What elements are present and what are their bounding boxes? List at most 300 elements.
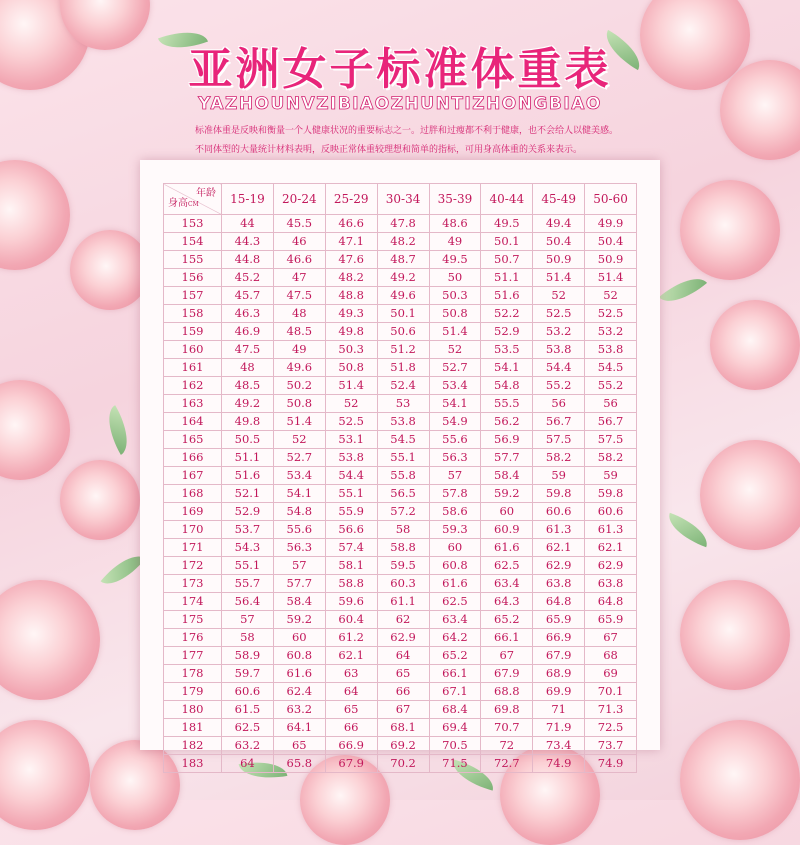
weight-cell: 44.8 bbox=[222, 251, 274, 269]
weight-cell: 62.5 bbox=[429, 593, 481, 611]
height-cell: 179 bbox=[164, 683, 222, 701]
weight-cell: 50.9 bbox=[533, 251, 585, 269]
weight-cell: 50.7 bbox=[481, 251, 533, 269]
weight-cell: 52 bbox=[533, 287, 585, 305]
weight-cell: 53.7 bbox=[222, 521, 274, 539]
weight-cell: 71.3 bbox=[585, 701, 637, 719]
weight-cell: 54.4 bbox=[325, 467, 377, 485]
age-group-header: 25-29 bbox=[325, 184, 377, 215]
weight-cell: 71.9 bbox=[533, 719, 585, 737]
weight-cell: 74.9 bbox=[533, 755, 585, 773]
weight-cell: 52.9 bbox=[222, 503, 274, 521]
age-group-header: 45-49 bbox=[533, 184, 585, 215]
weight-cell: 47.8 bbox=[377, 215, 429, 233]
weight-cell: 65.9 bbox=[585, 611, 637, 629]
weight-cell: 61.6 bbox=[481, 539, 533, 557]
height-cell: 180 bbox=[164, 701, 222, 719]
weight-cell: 68.1 bbox=[377, 719, 429, 737]
weight-cell: 60.9 bbox=[481, 521, 533, 539]
weight-cell: 61.3 bbox=[585, 521, 637, 539]
weight-cell: 60 bbox=[481, 503, 533, 521]
height-cell: 156 bbox=[164, 269, 222, 287]
height-cell: 161 bbox=[164, 359, 222, 377]
weight-cell: 59.3 bbox=[429, 521, 481, 539]
weight-cell: 50.8 bbox=[429, 305, 481, 323]
table-row bbox=[164, 647, 637, 665]
rose-decoration bbox=[710, 300, 800, 390]
weight-cell: 54.4 bbox=[533, 359, 585, 377]
weight-cell: 54.1 bbox=[481, 359, 533, 377]
corner-age-label: 年龄 bbox=[196, 188, 216, 199]
table-row bbox=[164, 593, 637, 611]
weight-cell: 54.9 bbox=[429, 413, 481, 431]
weight-cell: 56.7 bbox=[585, 413, 637, 431]
weight-cell: 50.4 bbox=[533, 233, 585, 251]
weight-cell: 63.4 bbox=[429, 611, 481, 629]
weight-cell: 54.5 bbox=[377, 431, 429, 449]
weight-cell: 50.8 bbox=[273, 395, 325, 413]
table-row bbox=[164, 539, 637, 557]
height-cell: 172 bbox=[164, 557, 222, 575]
weight-cell: 49.6 bbox=[377, 287, 429, 305]
weight-cell: 50.3 bbox=[325, 341, 377, 359]
table-row bbox=[164, 737, 637, 755]
weight-cell: 62.5 bbox=[222, 719, 274, 737]
weight-cell: 56.4 bbox=[222, 593, 274, 611]
weight-cell: 64.8 bbox=[585, 593, 637, 611]
weight-cell: 54.3 bbox=[222, 539, 274, 557]
weight-cell: 53.8 bbox=[325, 449, 377, 467]
table-row bbox=[164, 287, 637, 305]
weight-cell: 50.9 bbox=[585, 251, 637, 269]
weight-cell: 61.3 bbox=[533, 521, 585, 539]
weight-cell: 53.1 bbox=[325, 431, 377, 449]
weight-cell: 59.2 bbox=[273, 611, 325, 629]
weight-cell: 56.5 bbox=[377, 485, 429, 503]
weight-cell: 49.5 bbox=[481, 215, 533, 233]
page-title: 亚洲女子标准体重表 bbox=[188, 44, 612, 95]
table-row bbox=[164, 557, 637, 575]
weight-cell: 50.1 bbox=[377, 305, 429, 323]
weight-cell: 67 bbox=[377, 701, 429, 719]
leaf-decoration bbox=[659, 268, 707, 313]
weight-cell: 68 bbox=[585, 647, 637, 665]
weight-cell: 61.5 bbox=[222, 701, 274, 719]
table-row bbox=[164, 629, 637, 647]
weight-cell: 49.9 bbox=[585, 215, 637, 233]
weight-cell: 49.6 bbox=[273, 359, 325, 377]
weight-cell: 52.7 bbox=[273, 449, 325, 467]
weight-cell: 64.3 bbox=[481, 593, 533, 611]
weight-cell: 62 bbox=[377, 611, 429, 629]
age-group-header: 15-19 bbox=[222, 184, 274, 215]
weight-cell: 71.5 bbox=[429, 755, 481, 773]
weight-cell: 58.6 bbox=[429, 503, 481, 521]
weight-cell: 55.1 bbox=[325, 485, 377, 503]
weight-cell: 48.5 bbox=[222, 377, 274, 395]
weight-cell: 50.3 bbox=[429, 287, 481, 305]
weight-cell: 58.1 bbox=[325, 557, 377, 575]
weight-cell: 69.2 bbox=[377, 737, 429, 755]
weight-cell: 60.6 bbox=[533, 503, 585, 521]
height-cell: 170 bbox=[164, 521, 222, 539]
table-row bbox=[164, 575, 637, 593]
height-cell: 175 bbox=[164, 611, 222, 629]
table-row bbox=[164, 377, 637, 395]
rose-decoration bbox=[0, 160, 70, 270]
weight-cell: 65 bbox=[377, 665, 429, 683]
weight-cell: 60.8 bbox=[429, 557, 481, 575]
weight-cell: 56.3 bbox=[273, 539, 325, 557]
weight-cell: 58.9 bbox=[222, 647, 274, 665]
table-row bbox=[164, 449, 637, 467]
height-cell: 182 bbox=[164, 737, 222, 755]
weight-cell: 45.2 bbox=[222, 269, 274, 287]
weight-cell: 66.9 bbox=[533, 629, 585, 647]
weight-cell: 62.9 bbox=[533, 557, 585, 575]
weight-cell: 59.2 bbox=[481, 485, 533, 503]
weight-cell: 56.3 bbox=[429, 449, 481, 467]
weight-cell: 70.1 bbox=[585, 683, 637, 701]
weight-cell: 53 bbox=[377, 395, 429, 413]
weight-cell: 54.8 bbox=[273, 503, 325, 521]
weight-cell: 51.1 bbox=[481, 269, 533, 287]
weight-cell: 66.1 bbox=[481, 629, 533, 647]
weight-cell: 49.2 bbox=[377, 269, 429, 287]
weight-cell: 45.7 bbox=[222, 287, 274, 305]
height-cell: 183 bbox=[164, 755, 222, 773]
weight-cell: 52.5 bbox=[585, 305, 637, 323]
table-row bbox=[164, 269, 637, 287]
weight-cell: 65.2 bbox=[429, 647, 481, 665]
weight-cell: 50.2 bbox=[273, 377, 325, 395]
weight-cell: 47.5 bbox=[222, 341, 274, 359]
weight-cell: 62.1 bbox=[325, 647, 377, 665]
weight-cell: 70.7 bbox=[481, 719, 533, 737]
weight-cell: 48.2 bbox=[325, 269, 377, 287]
height-cell: 168 bbox=[164, 485, 222, 503]
weight-cell: 64.2 bbox=[429, 629, 481, 647]
weight-cell: 52 bbox=[273, 431, 325, 449]
weight-cell: 64.1 bbox=[273, 719, 325, 737]
weight-cell: 56 bbox=[533, 395, 585, 413]
weight-cell: 56.2 bbox=[481, 413, 533, 431]
rose-decoration bbox=[700, 440, 800, 550]
weight-cell: 69.9 bbox=[533, 683, 585, 701]
weight-cell: 57 bbox=[222, 611, 274, 629]
weight-cell: 53.2 bbox=[533, 323, 585, 341]
table-row bbox=[164, 683, 637, 701]
weight-cell: 49.8 bbox=[222, 413, 274, 431]
weight-cell: 63.2 bbox=[273, 701, 325, 719]
weight-cell: 63.4 bbox=[481, 575, 533, 593]
weight-cell: 49.5 bbox=[429, 251, 481, 269]
weight-cell: 62.1 bbox=[533, 539, 585, 557]
weight-cell: 66.1 bbox=[429, 665, 481, 683]
height-cell: 174 bbox=[164, 593, 222, 611]
age-group-header: 40-44 bbox=[481, 184, 533, 215]
weight-cell: 48.8 bbox=[325, 287, 377, 305]
weight-cell: 47.1 bbox=[325, 233, 377, 251]
height-cell: 166 bbox=[164, 449, 222, 467]
table-row bbox=[164, 485, 637, 503]
weight-cell: 52.5 bbox=[533, 305, 585, 323]
weight-cell: 50.6 bbox=[377, 323, 429, 341]
weight-cell: 55.9 bbox=[325, 503, 377, 521]
height-cell: 159 bbox=[164, 323, 222, 341]
weight-cell: 59.5 bbox=[377, 557, 429, 575]
height-cell: 169 bbox=[164, 503, 222, 521]
weight-cell: 49 bbox=[273, 341, 325, 359]
weight-cell: 48.7 bbox=[377, 251, 429, 269]
table-row bbox=[164, 305, 637, 323]
weight-cell: 65.8 bbox=[273, 755, 325, 773]
weight-cell: 52.5 bbox=[325, 413, 377, 431]
weight-cell: 69.8 bbox=[481, 701, 533, 719]
height-cell: 171 bbox=[164, 539, 222, 557]
weight-cell: 53.4 bbox=[429, 377, 481, 395]
weight-cell: 61.1 bbox=[377, 593, 429, 611]
age-group-header: 35-39 bbox=[429, 184, 481, 215]
table-row bbox=[164, 755, 637, 773]
weight-cell: 69 bbox=[585, 665, 637, 683]
weight-cell: 60.6 bbox=[222, 683, 274, 701]
weight-cell: 51.4 bbox=[273, 413, 325, 431]
weight-cell: 73.7 bbox=[585, 737, 637, 755]
weight-cell: 55.2 bbox=[533, 377, 585, 395]
weight-cell: 50.5 bbox=[222, 431, 274, 449]
weight-cell: 73.4 bbox=[533, 737, 585, 755]
corner-height-label-wrap bbox=[168, 195, 199, 213]
weight-cell: 51.6 bbox=[481, 287, 533, 305]
height-cell: 154 bbox=[164, 233, 222, 251]
weight-cell: 60 bbox=[429, 539, 481, 557]
weight-cell: 74.9 bbox=[585, 755, 637, 773]
weight-cell: 51.1 bbox=[222, 449, 274, 467]
table-row bbox=[164, 611, 637, 629]
weight-cell: 59.8 bbox=[533, 485, 585, 503]
weight-cell: 70.5 bbox=[429, 737, 481, 755]
leaf-decoration bbox=[98, 405, 138, 455]
weight-cell: 61.2 bbox=[325, 629, 377, 647]
rose-decoration bbox=[70, 230, 150, 310]
age-group-header: 50-60 bbox=[585, 184, 637, 215]
weight-cell: 55.8 bbox=[377, 467, 429, 485]
weight-cell: 51.8 bbox=[377, 359, 429, 377]
weight-cell: 53.8 bbox=[377, 413, 429, 431]
weight-cell: 49.3 bbox=[325, 305, 377, 323]
weight-cell: 53.4 bbox=[273, 467, 325, 485]
weight-cell: 52.2 bbox=[481, 305, 533, 323]
weight-cell: 55.7 bbox=[222, 575, 274, 593]
height-cell: 158 bbox=[164, 305, 222, 323]
weight-cell: 71 bbox=[533, 701, 585, 719]
weight-cell: 58.8 bbox=[377, 539, 429, 557]
table-row bbox=[164, 701, 637, 719]
table-row bbox=[164, 341, 637, 359]
weight-cell: 56.9 bbox=[481, 431, 533, 449]
weight-cell: 59.7 bbox=[222, 665, 274, 683]
weight-cell: 63 bbox=[325, 665, 377, 683]
weight-cell: 58 bbox=[222, 629, 274, 647]
table-row bbox=[164, 719, 637, 737]
weight-cell: 46.3 bbox=[222, 305, 274, 323]
table-row bbox=[164, 413, 637, 431]
weight-cell: 62.5 bbox=[481, 557, 533, 575]
height-cell: 177 bbox=[164, 647, 222, 665]
weight-cell: 49.2 bbox=[222, 395, 274, 413]
weight-cell: 57.8 bbox=[429, 485, 481, 503]
leaf-decoration bbox=[101, 546, 146, 594]
weight-cell: 47.5 bbox=[273, 287, 325, 305]
rose-decoration bbox=[0, 380, 70, 480]
weight-cell: 58.8 bbox=[325, 575, 377, 593]
weight-cell: 57.5 bbox=[533, 431, 585, 449]
weight-cell: 51.4 bbox=[429, 323, 481, 341]
weight-cell: 64 bbox=[222, 755, 274, 773]
weight-cell: 55.1 bbox=[377, 449, 429, 467]
weight-cell: 67 bbox=[481, 647, 533, 665]
weight-cell: 49.4 bbox=[533, 215, 585, 233]
weight-table bbox=[163, 183, 637, 773]
table-row bbox=[164, 233, 637, 251]
table-row bbox=[164, 431, 637, 449]
table-row bbox=[164, 323, 637, 341]
weight-cell: 46.6 bbox=[273, 251, 325, 269]
weight-cell: 55.1 bbox=[222, 557, 274, 575]
weight-cell: 68.4 bbox=[429, 701, 481, 719]
table-corner-header bbox=[164, 184, 222, 215]
weight-cell: 59 bbox=[585, 467, 637, 485]
weight-cell: 57.2 bbox=[377, 503, 429, 521]
weight-cell: 46 bbox=[273, 233, 325, 251]
corner-height-label: 身高 bbox=[168, 198, 188, 209]
weight-cell: 65.2 bbox=[481, 611, 533, 629]
weight-cell: 72 bbox=[481, 737, 533, 755]
weight-cell: 51.4 bbox=[325, 377, 377, 395]
rose-decoration bbox=[680, 580, 790, 690]
weight-cell: 65 bbox=[325, 701, 377, 719]
weight-cell: 66 bbox=[325, 719, 377, 737]
weight-cell: 48 bbox=[273, 305, 325, 323]
weight-cell: 52.1 bbox=[222, 485, 274, 503]
weight-cell: 60.6 bbox=[585, 503, 637, 521]
weight-cell: 65 bbox=[273, 737, 325, 755]
weight-cell: 69.4 bbox=[429, 719, 481, 737]
table-row bbox=[164, 665, 637, 683]
weight-cell: 50 bbox=[429, 269, 481, 287]
weight-cell: 56.7 bbox=[533, 413, 585, 431]
weight-cell: 55.5 bbox=[481, 395, 533, 413]
rose-decoration bbox=[680, 180, 780, 280]
weight-cell: 67 bbox=[585, 629, 637, 647]
weight-cell: 55.6 bbox=[273, 521, 325, 539]
weight-cell: 57 bbox=[273, 557, 325, 575]
weight-cell: 67.9 bbox=[533, 647, 585, 665]
weight-cell: 64.8 bbox=[533, 593, 585, 611]
weight-cell: 50.1 bbox=[481, 233, 533, 251]
weight-cell: 53.8 bbox=[533, 341, 585, 359]
weight-cell: 57.5 bbox=[585, 431, 637, 449]
weight-cell: 48.2 bbox=[377, 233, 429, 251]
weight-cell: 60.4 bbox=[325, 611, 377, 629]
weight-cell: 57.4 bbox=[325, 539, 377, 557]
weight-cell: 54.8 bbox=[481, 377, 533, 395]
table-header-row bbox=[164, 184, 637, 215]
weight-cell: 63.8 bbox=[585, 575, 637, 593]
height-cell: 153 bbox=[164, 215, 222, 233]
weight-cell: 58.4 bbox=[481, 467, 533, 485]
weight-cell: 60 bbox=[273, 629, 325, 647]
weight-cell: 66.9 bbox=[325, 737, 377, 755]
weight-cell: 57.7 bbox=[273, 575, 325, 593]
height-cell: 176 bbox=[164, 629, 222, 647]
height-cell: 164 bbox=[164, 413, 222, 431]
weight-cell: 47.6 bbox=[325, 251, 377, 269]
weight-cell: 49 bbox=[429, 233, 481, 251]
table-row bbox=[164, 251, 637, 269]
weight-cell: 52 bbox=[429, 341, 481, 359]
table-row bbox=[164, 215, 637, 233]
height-cell: 163 bbox=[164, 395, 222, 413]
weight-cell: 58.2 bbox=[533, 449, 585, 467]
page-subtitle: YAZHOUNVZIBIAOZHUNTIZHONGBIAO bbox=[198, 94, 602, 114]
weight-table-sheet bbox=[140, 160, 660, 770]
weight-cell: 49.8 bbox=[325, 323, 377, 341]
weight-cell: 44 bbox=[222, 215, 274, 233]
height-cell: 165 bbox=[164, 431, 222, 449]
weight-cell: 59 bbox=[533, 467, 585, 485]
table-row bbox=[164, 395, 637, 413]
weight-cell: 57 bbox=[429, 467, 481, 485]
weight-cell: 58.2 bbox=[585, 449, 637, 467]
height-cell: 167 bbox=[164, 467, 222, 485]
table-row bbox=[164, 467, 637, 485]
corner-unit-label: CM bbox=[188, 201, 199, 208]
weight-cell: 48.6 bbox=[429, 215, 481, 233]
weight-cell: 55.6 bbox=[429, 431, 481, 449]
weight-cell: 52.9 bbox=[481, 323, 533, 341]
rose-decoration bbox=[680, 720, 800, 840]
weight-cell: 62.9 bbox=[585, 557, 637, 575]
table-row bbox=[164, 521, 637, 539]
weight-cell: 54.1 bbox=[429, 395, 481, 413]
weight-cell: 62.9 bbox=[377, 629, 429, 647]
weight-cell: 51.4 bbox=[533, 269, 585, 287]
weight-cell: 56 bbox=[585, 395, 637, 413]
height-cell: 160 bbox=[164, 341, 222, 359]
weight-cell: 54.5 bbox=[585, 359, 637, 377]
weight-cell: 67.9 bbox=[481, 665, 533, 683]
intro-text: 标准体重是反映和衡量一个人健康状况的重要标志之一。过胖和过瘦都不利于健康，也不会给人以健美感。不同体型的大量统计材料表明，反映正常体重较理想和简单的指标，可用身高体重的关系来表示。 bbox=[195, 126, 619, 155]
weight-cell: 52.7 bbox=[429, 359, 481, 377]
weight-cell: 50.8 bbox=[325, 359, 377, 377]
weight-cell: 52 bbox=[325, 395, 377, 413]
weight-cell: 48 bbox=[222, 359, 274, 377]
weight-cell: 67.1 bbox=[429, 683, 481, 701]
weight-cell: 54.1 bbox=[273, 485, 325, 503]
weight-cell: 59.6 bbox=[325, 593, 377, 611]
weight-cell: 57.7 bbox=[481, 449, 533, 467]
age-group-header: 20-24 bbox=[273, 184, 325, 215]
weight-cell: 47 bbox=[273, 269, 325, 287]
weight-cell: 64 bbox=[325, 683, 377, 701]
weight-cell: 58 bbox=[377, 521, 429, 539]
weight-cell: 53.8 bbox=[585, 341, 637, 359]
weight-cell: 53.5 bbox=[481, 341, 533, 359]
weight-cell: 51.6 bbox=[222, 467, 274, 485]
rose-decoration bbox=[0, 720, 90, 830]
